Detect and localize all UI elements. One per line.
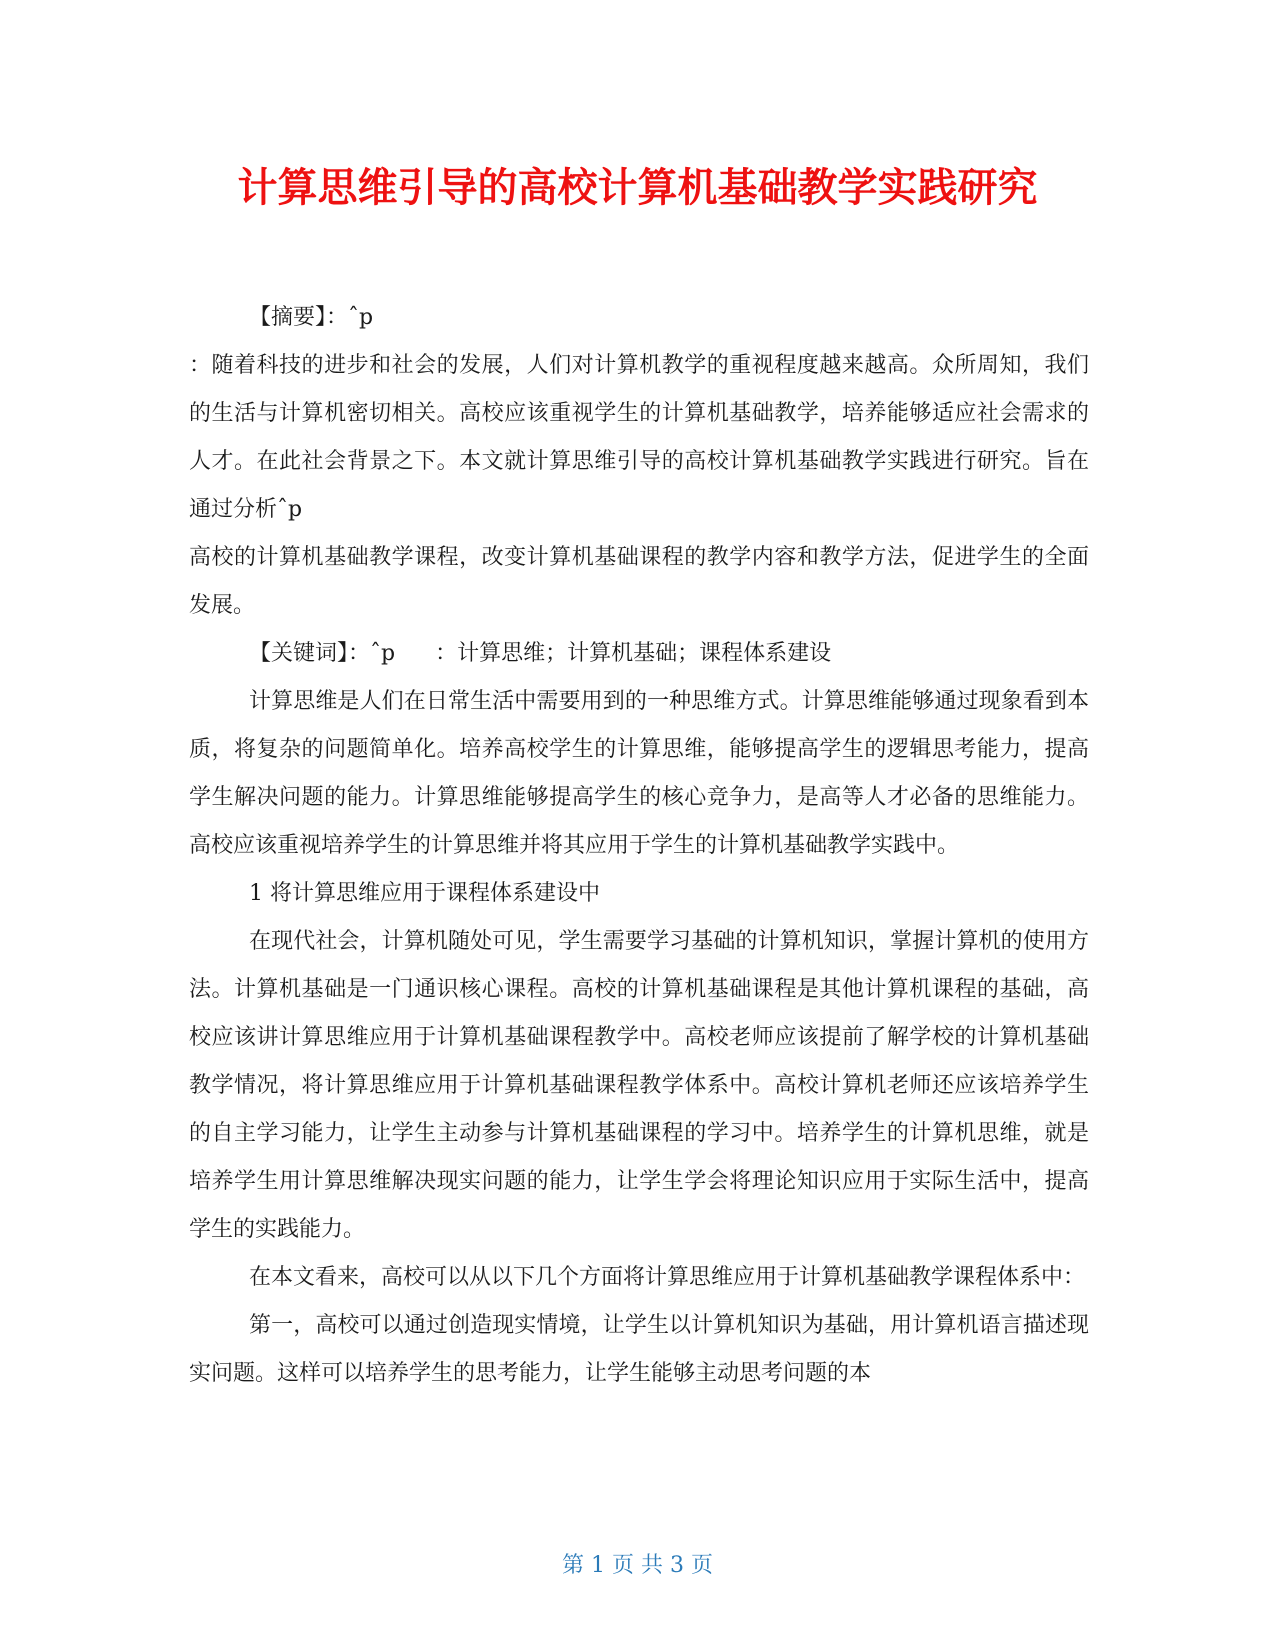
section-heading-1: 1 将计算思维应用于课程体系建设中 [249,881,600,906]
keywords-text: ：计算思维；计算机基础；课程体系建设 [435,641,832,666]
document-body [189,294,1089,1398]
abstract-text-1: ：随着科技的进步和社会的发展，人们对计算机教学的重视程度越来越高。众所周知，我们的生活与计算机密切相关。高校应该重视学生的计算机基础教学，培养能够适应社会需求的人才。在此社会背景之下。本文就计算思维引导的高校计算机基础教学实践进行研究。旨在通过分析ˆp [189,353,1089,522]
paragraph-1: 计算思维是人们在日常生活中需要用到的一种思维方式。计算思维能够通过现象看到本质，将复杂的问题简单化。培养高校学生的计算思维，能够提高学生的逻辑思考能力，提高学生解决问题的能力。计算思维能够提高学生的核心竞争力，是高等人才必备的思维能力。高校应该重视培养学生的计算思维并将其应用于学生的计算机基础教学实践中。 [189,689,1089,858]
keywords-label: 【关键词】：ˆp [249,641,396,666]
page-footer: 第 1 页 共 3 页 [562,1553,713,1578]
abstract-text-2: 高校的计算机基础教学课程，改变计算机基础课程的教学内容和教学方法，促进学生的全面发展。 [189,545,1089,618]
keywords-line [189,630,1089,678]
abstract-label: 【摘要】：ˆp [249,305,374,330]
document-title: 计算思维引导的高校计算机基础教学实践研究 [237,165,1038,211]
paragraph-4: 第一，高校可以通过创造现实情境，让学生以计算机知识为基础，用计算机语言描述现实问题。这样可以培养学生的思考能力，让学生能够主动思考问题的本 [189,1313,1089,1386]
paragraph-2: 在现代社会，计算机随处可见，学生需要学习基础的计算机知识，掌握计算机的使用方法。计算机基础是一门通识核心课程。高校的计算机基础课程是其他计算机课程的基础，高校应该讲计算思维应用于计算机基础课程教学中。高校老师应该提前了解学校的计算机基础教学情况，将计算思维应用于计算机基础课程教学体系中。高校计算机老师还应该培养学生的自主学习能力，让学生主动参与计算机基础课程的学习中。培养学生的计算机思维，就是培养学生用计算思维解决现实问题的能力，让学生学会将理论知识应用于实际生活中，提高学生的实践能力。 [189,929,1089,1242]
paragraph-3: 在本文看来，高校可以从以下几个方面将计算思维应用于计算机基础教学课程体系中： [249,1265,1086,1290]
